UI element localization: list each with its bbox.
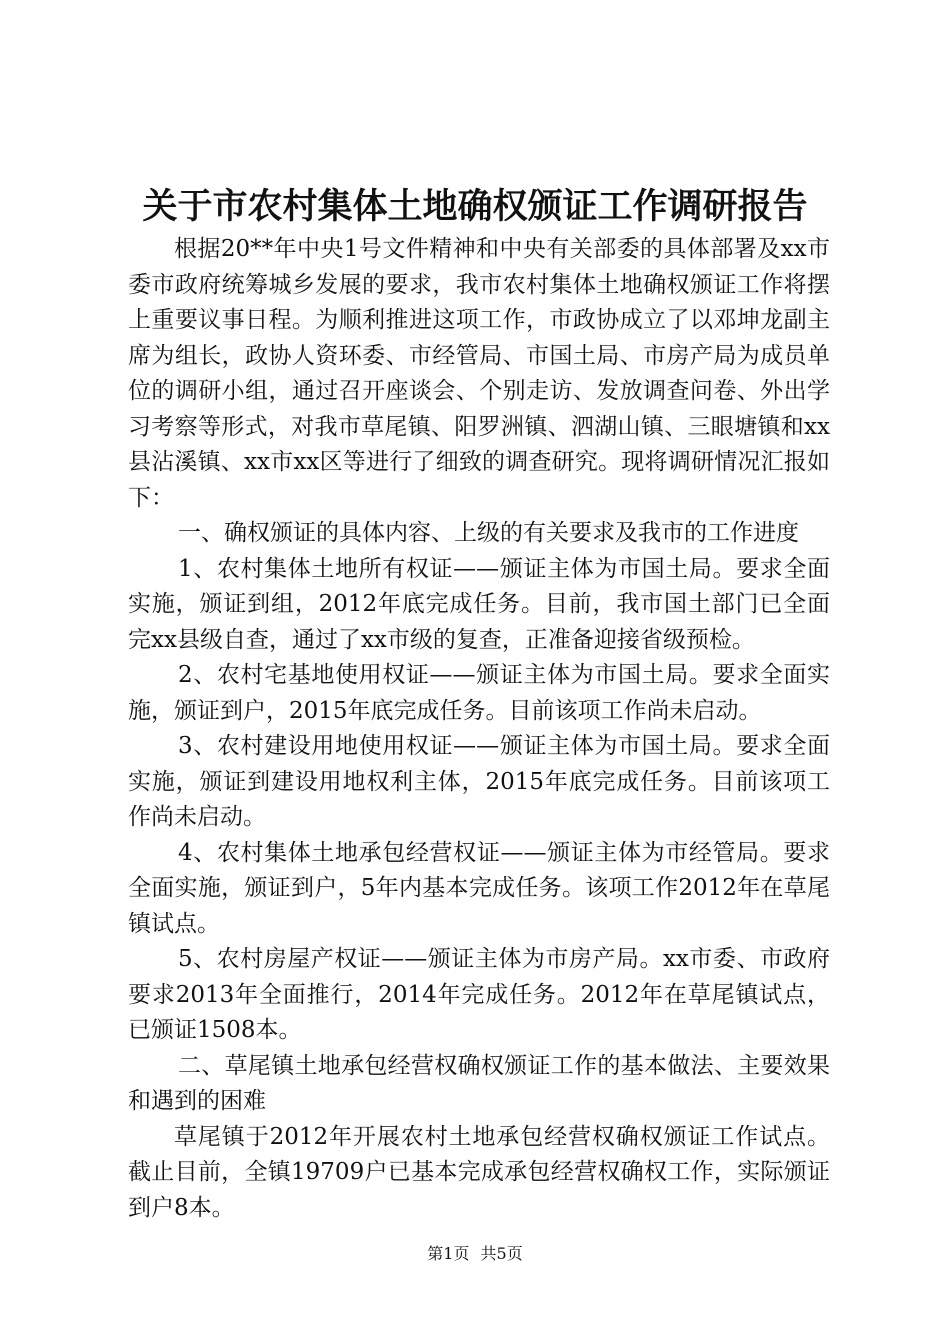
section-heading-2: 二、草尾镇土地承包经营权确权颁证工作的基本做法、主要效果和遇到的困难 (128, 1052, 830, 1114)
page-number: 第1页 (427, 1244, 470, 1263)
paragraph-item-2: 2、农村宅基地使用权证——颁证主体为市国土局。要求全面实施，颁证到户，2015年底完成任务。目前该项工作尚未启动。 (128, 662, 830, 724)
paragraph-intro: 根据20**年中央1号文件精神和中央有关部委的具体部署及xx市委市政府统筹城乡发展的要求，我市农村集体土地确权颁证工作将摆上重要议事日程。为顺利推进这项工作，市政协成立了以邓坤龙副主席为组长，政协人资环委、市经管局、市国土局、市房产局为成员单位的调研小组，通过召开座谈会、个别走访、发放调查问卷、外出学习考察等形式，对我市草尾镇、阳罗洲镇、泗湖山镇、三眼塘镇和xx县沾溪镇、xx市xx区等进行了细致的调查研究。现将调研情况汇报如下： (128, 236, 830, 511)
paragraph-caowei: 草尾镇于2012年开展农村土地承包经营权确权颁证工作试点。截止目前，全镇19709户已基本完成承包经营权确权工作，实际颁证到户8本。 (128, 1123, 830, 1221)
page-total: 共5页 (480, 1244, 523, 1263)
paragraph-item-4: 4、农村集体土地承包经营权证——颁证主体为市经管局。要求全面实施，颁证到户，5年内基本完成任务。该项工作2012年在草尾镇试点。 (128, 839, 830, 937)
paragraph-item-5: 5、农村房屋产权证——颁证主体为市房产局。xx市委、市政府要求2013年全面推行，2014年完成任务。2012年在草尾镇试点，已颁证1508本。 (128, 946, 830, 1043)
paragraph-item-1: 1、农村集体土地所有权证——颁证主体为市国土局。要求全面实施，颁证到组，2012年底完成任务。目前，我市国土部门已全面完xx县级自查，通过了xx市级的复查，正准备迎接省级预检。 (128, 555, 830, 653)
document-title: 关于市农村集体土地确权颁证工作调研报告 (142, 186, 808, 227)
page-footer (0, 1243, 950, 1265)
document-body (128, 232, 830, 1226)
section-heading-1: 一、确权颁证的具体内容、上级的有关要求及我市的工作进度 (178, 520, 799, 546)
paragraph-item-3: 3、农村建设用地使用权证——颁证主体为市国土局。要求全面实施，颁证到建设用地权利主体，2015年底完成任务。目前该项工作尚未启动。 (128, 733, 830, 830)
